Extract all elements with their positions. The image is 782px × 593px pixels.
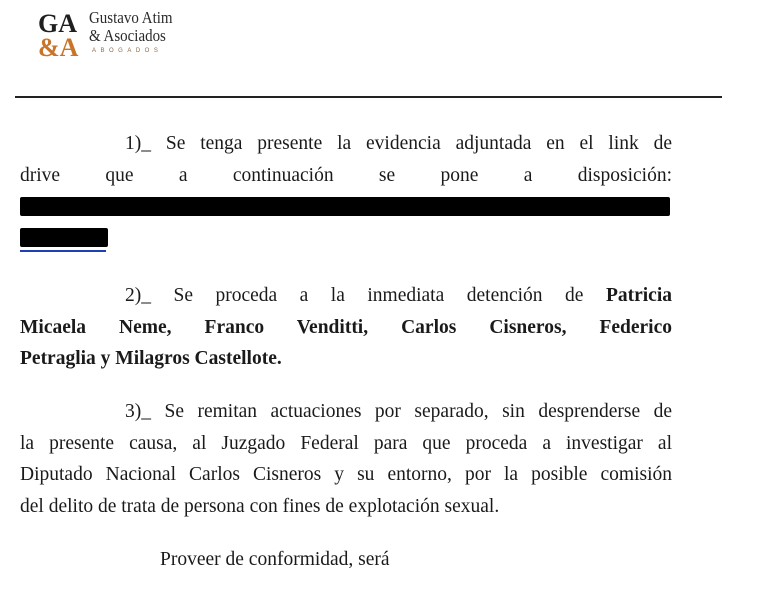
firm-subtitle: ABOGADOS [92,48,163,54]
firm-logo-mark [38,8,86,58]
firm-name-line2: & Asociados [89,26,166,45]
paragraph-1-line-2: drive que a continuación se pone a disposición: [20,164,672,186]
paragraph-2-line-1 [20,280,672,312]
link-underline [20,250,106,252]
paragraph-2 [20,280,672,375]
firm-name-line1: Gustavo Atim [89,8,173,27]
paragraph-3-line-4: del delito de trata de persona con fines de explotación sexual. [20,495,500,517]
person-name-1: Patricia [605,285,672,306]
paragraph-1 [20,128,672,191]
paragraph-3-line-2: la presente causa, al Juzgado Federal para que proceda a investigar al [20,432,672,454]
paragraph-2-text: 2)_ Se proceda a la inmediata detención de [125,285,606,306]
logo-initials-bottom: &A [38,33,79,58]
paragraph-3-line-3: Diputado Nacional Carlos Cisneros y su entorno, por la posible comisión [20,464,672,485]
paragraph-3 [20,396,672,522]
redaction-bar-1 [20,197,670,216]
closing-line: Proveer de conformidad, será [160,549,390,570]
logo-initials-top: GA [38,9,77,38]
header-divider [15,96,722,98]
paragraph-2-line-3: Petraglia y Milagros Castellote. [20,348,282,369]
paragraph-1-line-1: 1)_ Se tenga presente la evidencia adjuntada en el link de [125,133,672,154]
paragraph-3-line-1: 3)_ Se remitan actuaciones por separado, sin desprenderse de [125,401,672,422]
paragraph-2-line-2: Micaela Neme, Franco Venditti, Carlos Cisneros, Federico [20,316,672,338]
redaction-bar-2 [20,228,108,247]
firm-name [89,9,173,45]
